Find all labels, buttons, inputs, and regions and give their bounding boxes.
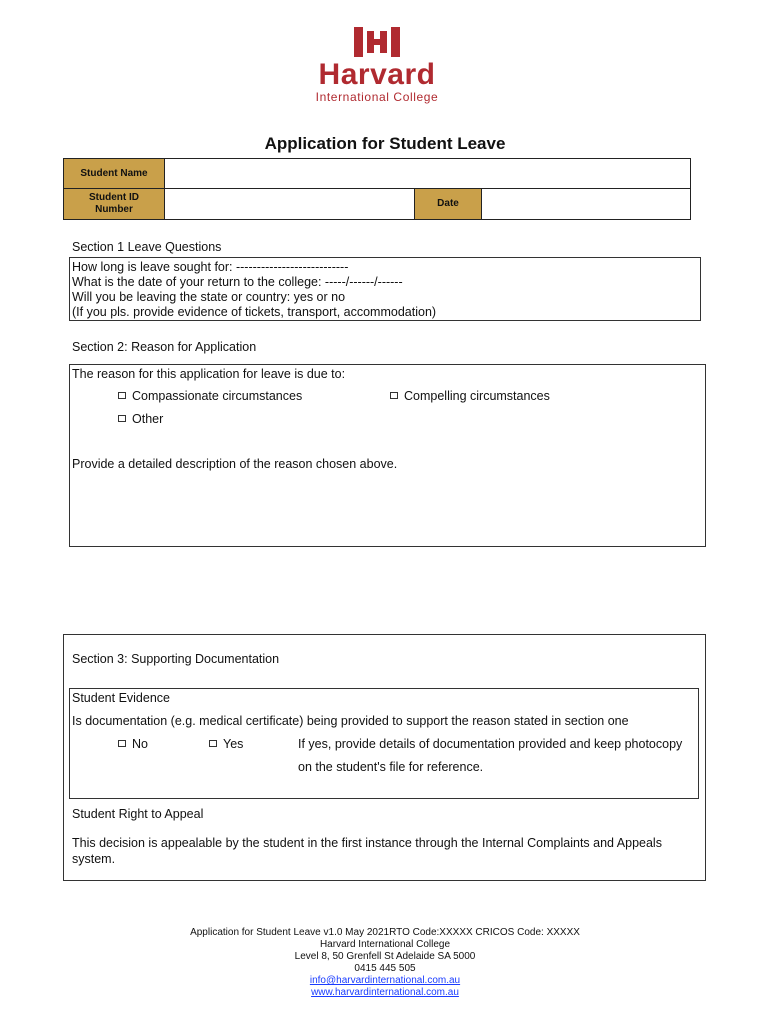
option-no-label: No: [132, 737, 148, 751]
student-id-field[interactable]: [164, 188, 415, 220]
date-field[interactable]: [481, 188, 691, 220]
option-yes-label: Yes: [223, 737, 244, 751]
checkbox-icon[interactable]: [118, 740, 126, 747]
section3-heading: Section 3: Supporting Documentation: [72, 652, 280, 666]
leave-duration-question[interactable]: How long is leave sought for: ---------------------------: [72, 260, 349, 274]
appeal-text-line1: This decision is appealable by the student in the first instance through the Internal Complaints and Appeals: [72, 836, 662, 850]
student-name-label: [63, 158, 165, 189]
footer-address: Level 8, 50 Grenfell St Adelaide SA 5000: [294, 951, 476, 962]
checkbox-icon[interactable]: [118, 392, 126, 399]
date-label-text: Date: [437, 198, 459, 209]
college-logo-mark: [354, 27, 400, 57]
option-compassionate[interactable]: [118, 389, 302, 404]
option-other[interactable]: [118, 412, 163, 427]
checkbox-icon[interactable]: [390, 392, 398, 399]
logo-name: Harvard: [318, 58, 436, 91]
logo-subtitle: International College: [315, 90, 439, 104]
option-yes[interactable]: [209, 737, 243, 752]
yes-note-line2: on the student's file for reference.: [298, 760, 484, 774]
student-id-label: [63, 188, 165, 220]
appeal-text-line2: system.: [72, 852, 116, 866]
footer-email-link[interactable]: info@harvardinternational.com.au: [309, 975, 461, 986]
leaving-state-question[interactable]: Will you be leaving the state or country: yes or no: [72, 290, 346, 304]
return-date-question[interactable]: What is the date of your return to the college: -----/------/------: [72, 275, 403, 289]
section1-heading: Section 1 Leave Questions: [72, 240, 222, 254]
checkbox-icon[interactable]: [118, 415, 126, 422]
footer-website-link[interactable]: www.harvardinternational.com.au: [311, 987, 459, 998]
yes-note-line1: If yes, provide details of documentation provided and keep photocopy: [298, 737, 683, 751]
page-title: Application for Student Leave: [264, 134, 506, 153]
description-prompt: Provide a detailed description of the reason chosen above.: [72, 457, 398, 471]
date-label: [414, 188, 482, 220]
evidence-note: (If you pls. provide evidence of tickets, transport, accommodation): [72, 305, 437, 319]
footer-website-row: [0, 987, 770, 999]
student-id-label-text: Student ID Number: [89, 192, 139, 215]
documentation-question: Is documentation (e.g. medical certificate) being provided to support the reason stated in section one: [72, 714, 629, 728]
footer-version-line: Application for Student Leave v1.0 May 2021RTO Code:XXXXX CRICOS Code: XXXXX: [190, 927, 580, 938]
option-no[interactable]: [118, 737, 148, 752]
option-compelling-label: Compelling circumstances: [404, 389, 550, 403]
appeal-heading: Student Right to Appeal: [72, 807, 204, 821]
description-area[interactable]: [72, 478, 702, 542]
footer-college-name: Harvard International College: [319, 939, 451, 950]
student-name-label-text: Student Name: [80, 167, 148, 179]
option-other-label: Other: [132, 412, 164, 426]
evidence-heading: Student Evidence: [72, 691, 170, 705]
student-name-field[interactable]: [164, 158, 691, 189]
checkbox-icon[interactable]: [209, 740, 217, 747]
footer-email-row: [0, 975, 770, 987]
reason-intro: The reason for this application for leave is due to:: [72, 367, 346, 381]
footer-phone: 0415 445 505: [354, 963, 416, 974]
section2-heading: Section 2: Reason for Application: [72, 340, 257, 354]
option-compelling[interactable]: [390, 389, 550, 404]
option-compassionate-label: Compassionate circumstances: [132, 389, 303, 403]
